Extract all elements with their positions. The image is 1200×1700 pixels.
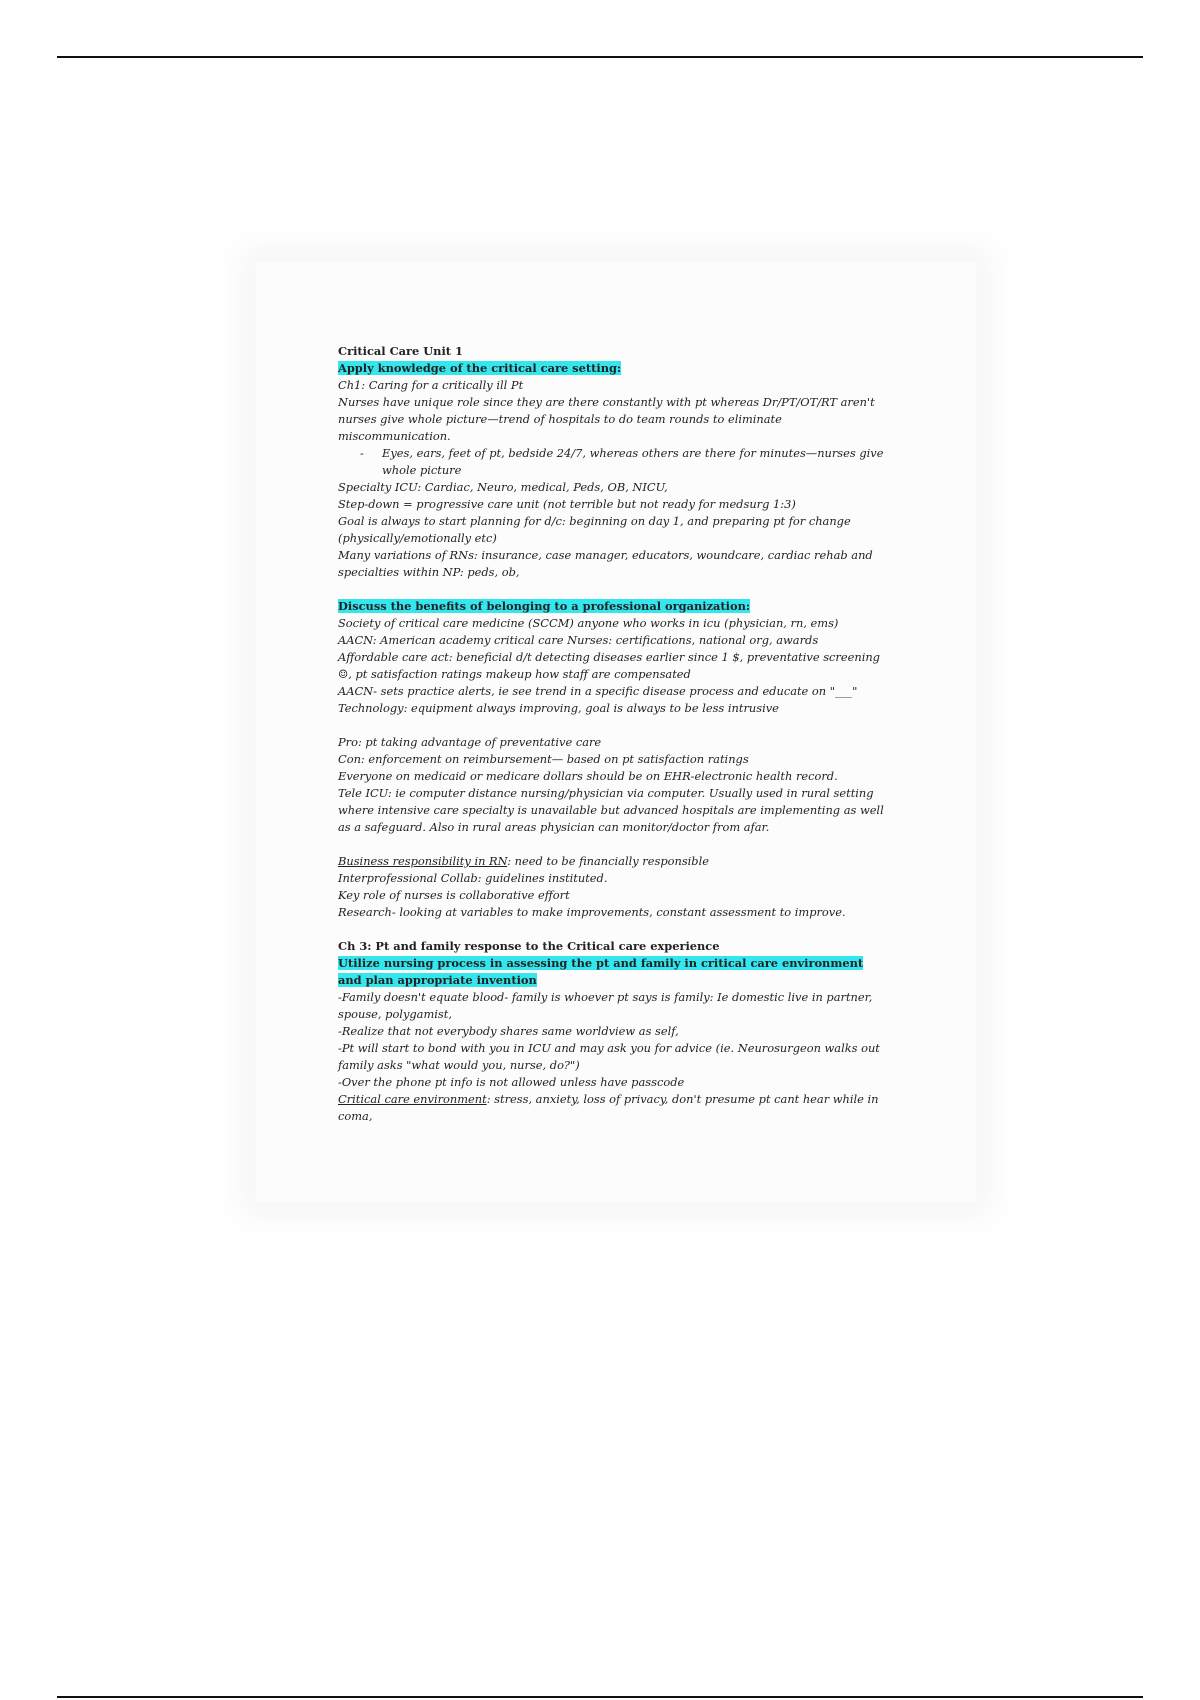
bullet-text: Eyes, ears, feet of pt, bedside 24/7, whereas others are there for minutes—nurses give — [382, 446, 884, 460]
bullet-marker: - — [360, 446, 364, 460]
text-line: miscommunication. — [338, 429, 451, 443]
text-line: Many variations of RNs: insurance, case manager, educators, woundcare, cardiac rehab and — [338, 548, 873, 562]
text-line: Affordable care act: beneficial d/t detecting diseases earlier since 1 $, preventative screening — [338, 650, 880, 664]
text-line: Specialty ICU: Cardiac, Neuro, medical, Peds, OB, NICU, — [338, 480, 668, 494]
text-line: -Realize that not everybody shares same worldview as self, — [338, 1024, 679, 1038]
text-line: -Pt will start to bond with you in ICU and may ask you for advice (ie. Neurosurgeon walks out — [338, 1041, 880, 1055]
text-line: Interprofessional Collab: guidelines instituted. — [338, 871, 608, 885]
text-line: coma, — [338, 1109, 373, 1123]
bullet-text-continued: whole picture — [382, 463, 462, 477]
section-heading: Utilize nursing process in assessing the pt and family in critical care environment — [338, 956, 864, 970]
text-line: family asks "what would you, nurse, do?") — [338, 1058, 580, 1072]
text-line: AACN: American academy critical care Nurses: certifications, national org, awards — [338, 633, 819, 647]
text-line: ☺, pt satisfaction ratings makeup how staff are compensated — [338, 667, 691, 681]
underlined-term: Business responsibility in RN — [338, 854, 508, 868]
document-title: Critical Care Unit 1 — [338, 344, 463, 358]
section-heading: Apply knowledge of the critical care setting: — [338, 361, 622, 375]
text-line: Step-down = progressive care unit (not terrible but not ready for medsurg 1:3) — [338, 497, 796, 511]
text-line: -Family doesn't equate blood- family is whoever pt says is family: Ie domestic live in partner, — [338, 990, 873, 1004]
bottom-rule — [57, 1696, 1143, 1698]
text-line: Pro: pt taking advantage of preventative care — [338, 735, 602, 749]
text-line: -Over the phone pt info is not allowed unless have passcode — [338, 1075, 685, 1089]
text-line: nurses give whole picture—trend of hospitals to do team rounds to eliminate — [338, 412, 782, 426]
bullet-item — [338, 445, 898, 462]
text-line: Technology: equipment always improving, goal is always to be less intrusive — [338, 701, 779, 715]
text-line: Society of critical care medicine (SCCM) anyone who works in icu (physician, rn, ems) — [338, 616, 839, 630]
text-line: Tele ICU: ie computer distance nursing/physician via computer. Usually used in rural setting — [338, 786, 874, 800]
top-rule — [57, 56, 1143, 58]
text-line: Business responsibility in RN: need to be financially responsible — [338, 854, 709, 868]
text-line: specialties within NP: peds, ob, — [338, 565, 520, 579]
section-heading: Discuss the benefits of belonging to a professional organization: — [338, 599, 751, 613]
document-body — [338, 343, 898, 1125]
text-line: Everyone on medicaid or medicare dollars should be on EHR-electronic health record. — [338, 769, 838, 783]
text-line: Critical care environment: stress, anxiety, loss of privacy, don't presume pt cant hear while in — [338, 1092, 879, 1106]
text-line: (physically/emotionally etc) — [338, 531, 497, 545]
underlined-term: Critical care environment — [338, 1092, 487, 1106]
text-line: Key role of nurses is collaborative effort — [338, 888, 570, 902]
text-line: AACN- sets practice alerts, ie see trend in a specific disease process and educate on "___" — [338, 684, 858, 698]
text-line: spouse, polygamist, — [338, 1007, 452, 1021]
text-line: where intensive care specialty is unavailable but advanced hospitals are implementing as well — [338, 803, 884, 817]
text-line: Ch1: Caring for a critically ill Pt — [338, 378, 524, 392]
text-line: as a safeguard. Also in rural areas physician can monitor/doctor from afar. — [338, 820, 770, 834]
text-line: Goal is always to start planning for d/c: beginning on day 1, and preparing pt for change — [338, 514, 851, 528]
chapter-title: Ch 3: Pt and family response to the Critical care experience — [338, 939, 720, 953]
text-line: Con: enforcement on reimbursement— based on pt satisfaction ratings — [338, 752, 749, 766]
text-line: Nurses have unique role since they are there constantly with pt whereas Dr/PT/OT/RT aren't — [338, 395, 875, 409]
section-heading-continued: and plan appropriate invention — [338, 973, 537, 987]
text-line: Research- looking at variables to make improvements, constant assessment to improve. — [338, 905, 846, 919]
